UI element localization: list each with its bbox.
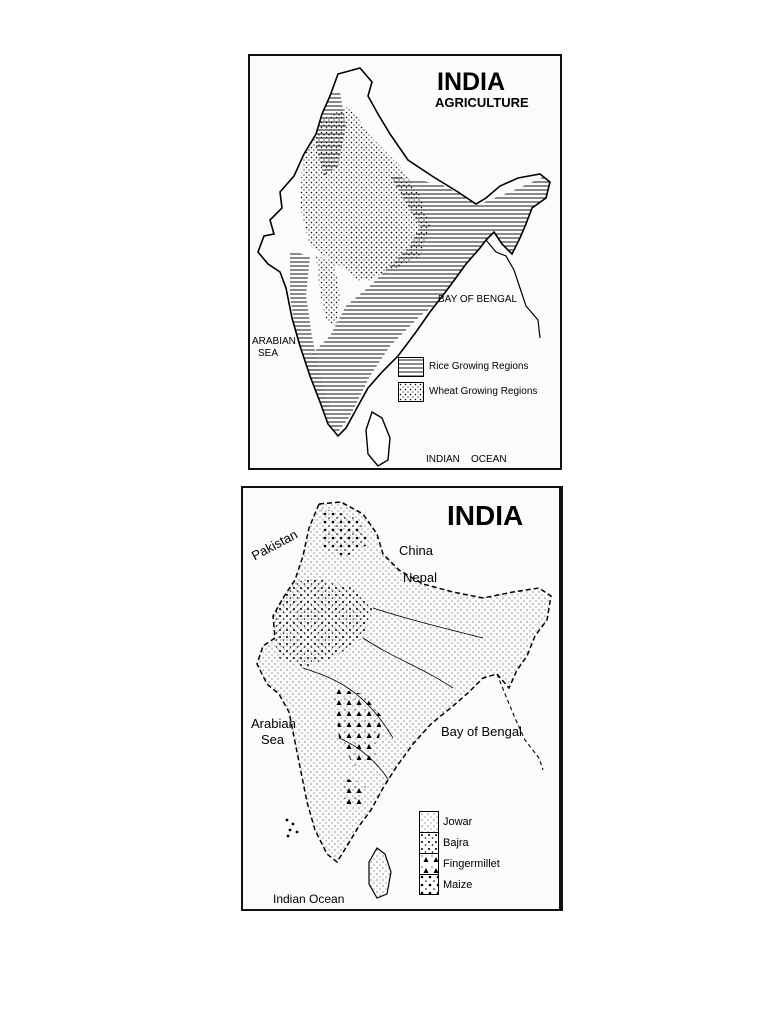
china-label: China (399, 543, 433, 558)
indian-ocean-label: INDIAN OCEAN (426, 454, 507, 465)
legend-label-maize: Maize (443, 878, 473, 891)
arabian-sea-label-line1: Arabian (251, 716, 296, 731)
east-coastline (497, 674, 543, 770)
east-coastline (486, 240, 540, 338)
bay-of-bengal-label: Bay of Bengal (441, 724, 522, 739)
agriculture-map-title: INDIA (437, 68, 506, 96)
millets-map-title: INDIA (447, 500, 524, 531)
agriculture-map-drawing (250, 56, 560, 468)
arabian-sea-label-line1: ARABIAN (252, 336, 296, 347)
legend-item-maize (419, 874, 500, 895)
agriculture-map-subtitle: AGRICULTURE (435, 95, 529, 110)
bajra-swatch (419, 832, 439, 853)
legend-label-wheat: Wheat Growing Regions (429, 386, 538, 397)
nepal-label: Nepal (403, 570, 437, 585)
legend-label-bajra: Bajra (443, 836, 469, 849)
lakshadweep-islands (286, 819, 299, 838)
legend-item-jowar (419, 811, 500, 832)
arabian-sea-label-line2: Sea (261, 732, 285, 747)
bay-of-bengal-label: BAY OF BENGAL (438, 294, 518, 305)
pakistan-label: Pakistan (249, 526, 301, 564)
legend-item-fingermillet (419, 853, 500, 874)
agriculture-legend (398, 354, 537, 404)
legend-item-wheat (398, 379, 537, 404)
jowar-swatch (419, 811, 439, 832)
wheat-region-west (316, 256, 340, 326)
legend-label-rice: Rice Growing Regions (429, 361, 529, 372)
rice-swatch (398, 357, 424, 377)
legend-label-fingermillet: Fingermillet (443, 857, 500, 870)
sri-lanka-outline (366, 412, 390, 466)
maize-swatch (419, 874, 439, 895)
fingermillet-swatch (419, 853, 439, 874)
millets-legend (419, 811, 500, 895)
arabian-sea-label-line2: SEA (258, 348, 279, 359)
millets-map (241, 486, 563, 911)
sri-lanka-outline (369, 848, 391, 898)
legend-label-jowar: Jowar (443, 815, 473, 828)
wheat-swatch (398, 382, 424, 402)
indian-ocean-label: Indian Ocean (273, 892, 345, 906)
agriculture-map (248, 54, 562, 470)
legend-item-rice (398, 354, 537, 379)
legend-item-bajra (419, 832, 500, 853)
